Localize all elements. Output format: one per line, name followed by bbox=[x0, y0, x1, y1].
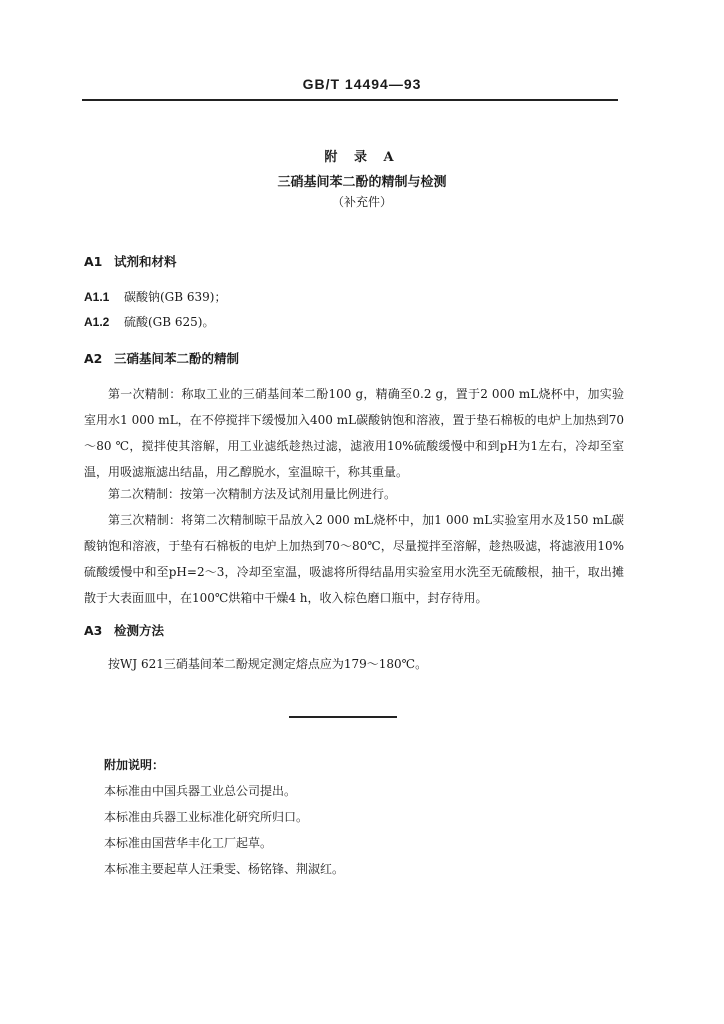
section-a1-heading bbox=[84, 252, 177, 270]
item-text: 碳酸钠(GB 639)； bbox=[124, 290, 227, 304]
item-number: A1.2 bbox=[84, 315, 110, 329]
item-a1-2 bbox=[84, 313, 215, 330]
paragraph-first-refining: 第一次精制：称取工业的三硝基间苯二酚100 g，精确至0.2 g，置于2 000 mL烧杯中，加实验室用水1 000 mL，在不停搅拌下缓慢加入400 mL碳酸钠饱和溶液，置于垫石棉板的电炉上加热到70～80 ℃，搅拌使其溶解，用工业滤纸趁热过滤，滤液用10%硫酸缓慢中和到pH为1左右，冷却至室温，用吸滤瓶滤出结晶，用乙醇脱水，室温晾干，称其重量。 bbox=[84, 387, 624, 479]
section-number: A3 bbox=[84, 623, 103, 638]
notes-line: 本标准由国营华丰化工厂起草。 bbox=[104, 836, 273, 850]
section-a3-heading bbox=[84, 621, 164, 639]
paragraph-third-refining: 第三次精制：将第二次精制晾干品放入2 000 mL烧杯中，加1 000 mL实验室用水及150 mL碳酸钠饱和溶液，于垫有石棉板的电炉上加热到70～80℃，尽量搅拌至溶解，趁热吸滤，将滤液用10%硫酸缓慢中和至pH=2～3，冷却至室温，吸滤将所得结晶用实验室用水洗至无硫酸根，抽干，取出摊散于大表面皿中，在100℃烘箱中干燥4 h，收入棕色磨口瓶中，封存待用。 bbox=[84, 513, 624, 605]
section-a2-heading bbox=[84, 349, 239, 367]
section-title: 三硝基间苯二酚的精制 bbox=[114, 351, 240, 366]
appendix-subtitle: 三硝基间苯二酚的精制与检测 bbox=[277, 175, 447, 190]
section-number: A2 bbox=[84, 351, 103, 366]
header-rule bbox=[82, 99, 618, 101]
section-title: 试剂和材料 bbox=[114, 254, 177, 269]
notes-line: 本标准由兵器工业标准化研究所归口。 bbox=[104, 810, 309, 824]
section-number: A1 bbox=[84, 254, 103, 269]
appendix-note: （补充件） bbox=[331, 195, 392, 209]
appendix-title: 附 录 A bbox=[324, 150, 400, 165]
item-a1-1 bbox=[84, 288, 227, 305]
item-number: A1.1 bbox=[84, 290, 110, 304]
notes-line: 本标准主要起草人汪秉雯、杨铭锋、荆淑红。 bbox=[104, 862, 345, 876]
paragraph-second-refining: 第二次精制：按第一次精制方法及试剂用量比例进行。 bbox=[108, 487, 397, 501]
additional-notes bbox=[104, 752, 344, 882]
notes-line: 本标准由中国兵器工业总公司提出。 bbox=[104, 784, 297, 798]
standard-code: GB/T 14494—93 bbox=[302, 76, 422, 92]
notes-heading: 附加说明： bbox=[104, 758, 165, 772]
section-title: 检测方法 bbox=[114, 623, 165, 638]
paragraph-test-method: 按WJ 621三硝基间苯二酚规定测定熔点应为179～180℃。 bbox=[108, 657, 428, 671]
item-text: 硫酸(GB 625)。 bbox=[124, 315, 215, 329]
closing-rule bbox=[289, 716, 397, 718]
